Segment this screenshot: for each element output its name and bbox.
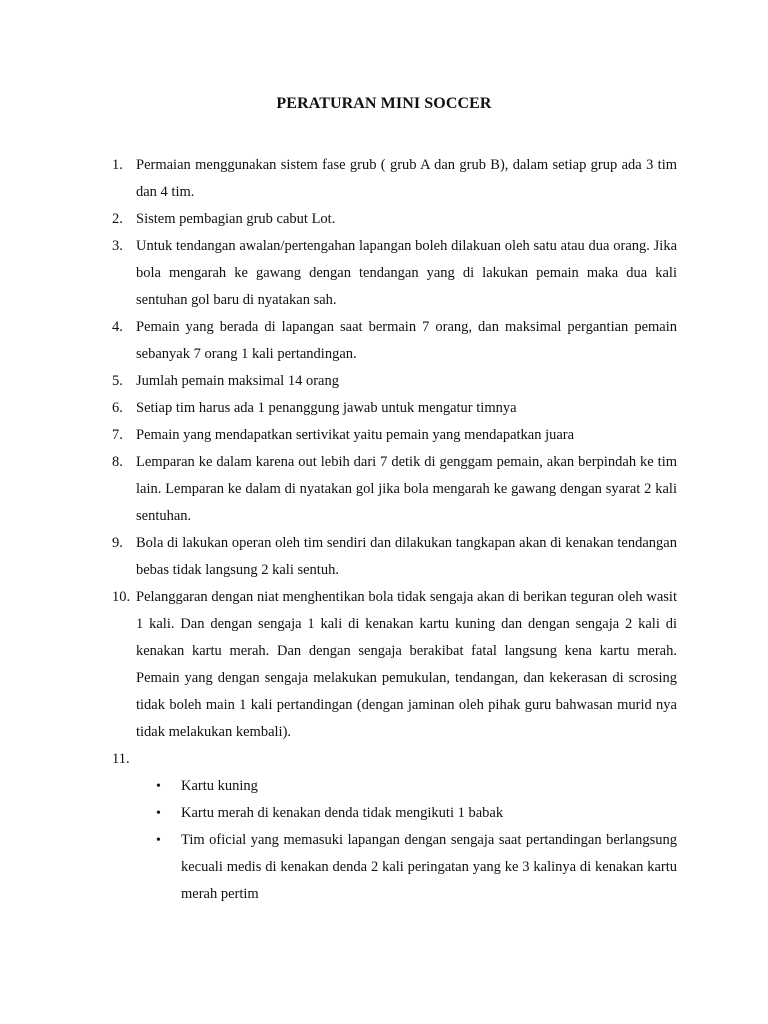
- rule-number: 7.: [112, 427, 123, 443]
- rule-item: [0, 746, 768, 908]
- rule-number: 4.: [112, 319, 123, 335]
- rule-item: [0, 206, 768, 233]
- rule-item: [0, 368, 768, 395]
- rule-number: 2.: [112, 211, 123, 227]
- rule-number: 3.: [112, 238, 123, 254]
- rule-item: [0, 152, 768, 206]
- rule-text: Bola di lakukan operan oleh tim sendiri dan dilakukan tangkapan akan di kenakan tendangan bebas tidak langsung 2 kali sentuh.: [136, 535, 677, 578]
- rule-number: 6.: [112, 400, 123, 416]
- rule-text: Sistem pembagian grub cabut Lot.: [136, 211, 336, 227]
- sanction-text: Kartu kuning: [181, 778, 258, 794]
- rule-item: [0, 449, 768, 530]
- sanction-item: [0, 800, 768, 827]
- rule-text: Pemain yang mendapatkan sertivikat yaitu pemain yang mendapatkan juara: [136, 427, 575, 443]
- sanction-text: Kartu merah di kenakan denda tidak mengikuti 1 babak: [181, 805, 504, 821]
- rule-text: Jumlah pemain maksimal 14 orang: [136, 373, 339, 389]
- rule-number: 8.: [112, 454, 123, 470]
- rule-text: [136, 746, 677, 773]
- bullet-icon: •: [156, 806, 161, 821]
- bullet-icon: •: [156, 779, 161, 794]
- bullet-icon: •: [156, 833, 161, 848]
- rule-item: [0, 395, 768, 422]
- rule-number: 11.: [112, 751, 130, 767]
- rule-text: Setiap tim harus ada 1 penanggung jawab untuk mengatur timnya: [136, 400, 517, 416]
- sanction-text: Tim oficial yang memasuki lapangan dengan sengaja saat pertandingan berlangsung kecuali medis di kenakan denda 2 kali peringatan yang ke 3 kalinya di kenakan kartu merah pertim: [181, 832, 677, 902]
- rule-item: [0, 584, 768, 746]
- rule-text: Lemparan ke dalam karena out lebih dari 7 detik di genggam pemain, akan berpindah ke tim lain. Lemparan ke dalam di nyatakan gol jika bola mengarah ke gawang dengan syarat 2 kali sentuhan.: [136, 454, 677, 524]
- rules-list: [0, 152, 768, 908]
- sanction-item: [0, 773, 768, 800]
- rule-item: [0, 422, 768, 449]
- rule-item: [0, 314, 768, 368]
- rule-number: 1.: [112, 157, 123, 173]
- rule-number: 5.: [112, 373, 123, 389]
- rule-number: 9.: [112, 535, 123, 551]
- rule-text: Pelanggaran dengan niat menghentikan bola tidak sengaja akan di berikan teguran oleh wasit 1 kali. Dan dengan sengaja 1 kali di kenakan kartu kuning dan dengan sengaja 2 kali di kenakan kartu merah. Dan dengan sengaja berakibat fatal langsung kena kartu merah. Pemain yang dengan sengaja melakukan pemukulan, tendangan, dan kekerasan di scrosing tidak boleh main 1 kali pertandingan (dengan jaminan oleh pihak guru bahwasan murid nya tidak melakukan kembali).: [136, 589, 677, 740]
- rule-number: 10.: [112, 589, 131, 605]
- sanctions-list: [0, 773, 768, 908]
- rule-item: [0, 530, 768, 584]
- document-title: PERATURAN MINI SOCCER: [276, 95, 492, 112]
- rule-item: [0, 233, 768, 314]
- rule-text: Pemain yang berada di lapangan saat bermain 7 orang, dan maksimal pergantian pemain sebanyak 7 orang 1 kali pertandingan.: [136, 319, 677, 362]
- rule-text: Permaian menggunakan sistem fase grub ( grub A dan grub B), dalam setiap grup ada 3 tim dan 4 tim.: [136, 157, 677, 200]
- sanction-item: [0, 827, 768, 908]
- rule-text: Untuk tendangan awalan/pertengahan lapangan boleh dilakuan oleh satu atau dua orang. Jika bola mengarah ke gawang dengan tendangan yang di lakukan pemain maka dua kali sentuhan gol baru di nyatakan sah.: [136, 238, 677, 308]
